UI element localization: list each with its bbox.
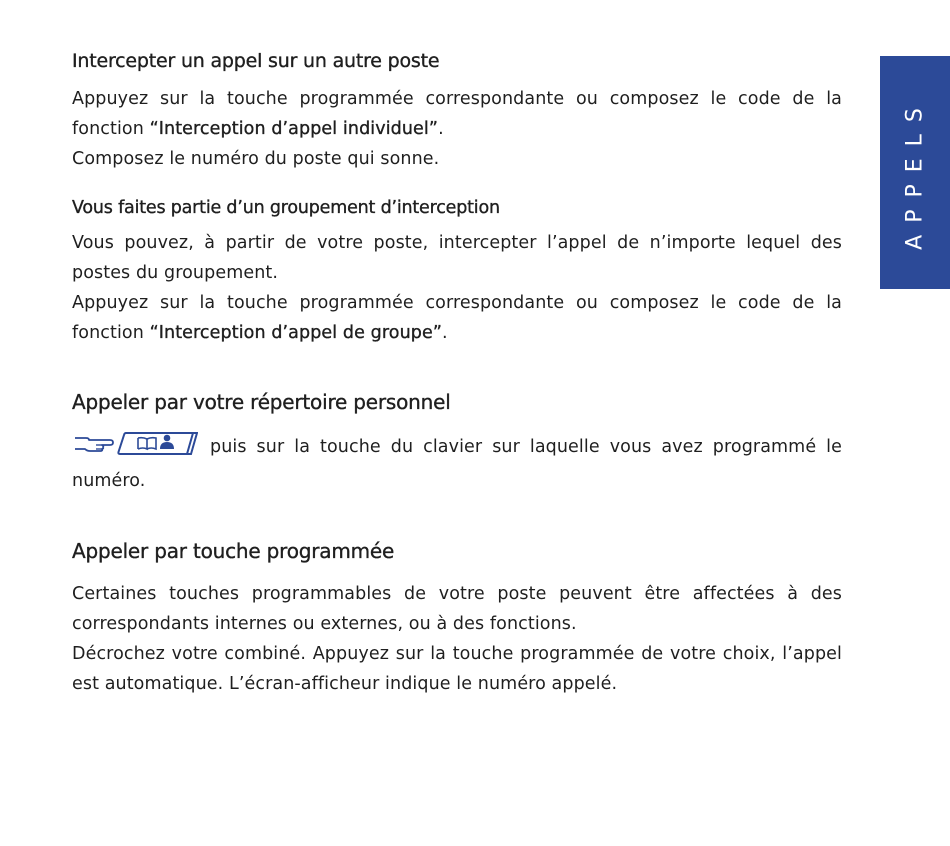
section-title: Appeler par touche programmée — [72, 539, 395, 563]
chapter-tab-label: APPELS — [902, 95, 928, 250]
paragraph: Décrochez votre combiné. Appuyez sur la touche programmée de votre choix, l’appel est automatique. L’écran-afficheur indique le numéro appelé. — [72, 644, 842, 694]
section-call-personal-directory — [72, 390, 842, 496]
paragraph-text: Appuyez sur la touche programmée correspondante ou composez le code de la fonction — [72, 89, 842, 139]
section-call-programmed-key — [72, 539, 842, 699]
function-name: “Interception d’appel individuel” — [149, 119, 439, 139]
punctuation: . — [438, 119, 444, 139]
section-title: Appeler par votre répertoire personnel — [72, 390, 451, 414]
manual-page-content — [72, 50, 842, 699]
section-intercept-other-station — [72, 50, 842, 174]
paragraph-text: Appuyez sur la touche programmée correspondante ou composez le code de la fonction — [72, 293, 842, 343]
paragraph: Vous pouvez, à partir de votre poste, intercepter l’appel de n’importe lequel des postes du groupement. — [72, 233, 842, 283]
paragraph: Composez le numéro du poste qui sonne. — [72, 149, 440, 169]
press-directory-key-icon — [72, 430, 198, 466]
section-intercept-group — [72, 198, 842, 348]
paragraph — [72, 430, 842, 496]
section-title: Intercepter un appel sur un autre poste — [72, 50, 440, 72]
paragraph-text: puis sur la touche du clavier sur laquelle vous avez programmé le numéro. — [72, 437, 842, 491]
function-name: “Interception d’appel de groupe” — [149, 323, 443, 343]
section-title: Vous faites partie d’un groupement d’interception — [72, 198, 500, 218]
punctuation: . — [442, 323, 448, 343]
paragraph — [72, 84, 842, 144]
chapter-tab — [880, 56, 950, 289]
paragraph — [72, 288, 842, 348]
paragraph: Certaines touches programmables de votre poste peuvent être affectées à des correspondants internes ou externes, ou à des fonctions. — [72, 584, 842, 634]
